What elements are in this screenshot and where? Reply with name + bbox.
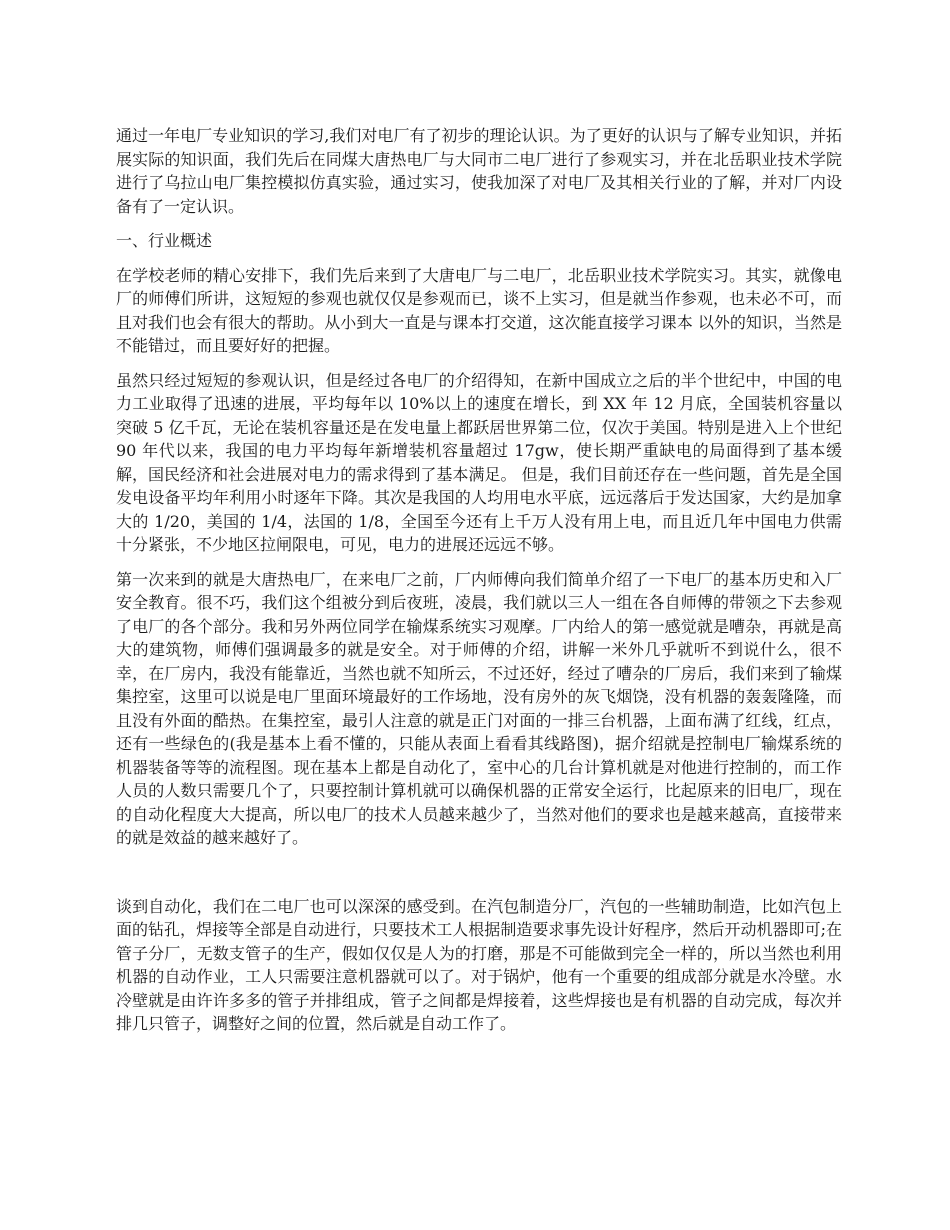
paragraph-1: 在学校老师的精心安排下，我们先后来到了大唐电厂与二电厂，北岳职业技术学院实习。其实，就像电厂的师傅们所讲，这短短的参观也就仅仅是参观而已，谈不上实习，但是就当作参观，也未必不可，而且对我们也会有很大的帮助。从小到大一直是与课本打交道，这次能直接学习课本 以外的知识，当然是不能错过，而且要好好的把握。 [116,265,842,355]
paragraph-3: 第一次来到的就是大唐热电厂，在来电厂之前，厂内师傅向我们简单介绍了一下电厂的基本历史和入厂安全教育。很不巧，我们这个组被分到后夜班，凌晨，我们就以三人一组在各自师傅的带领之下去参观了电厂的各个部分。我和另外两位同学在输煤系统实习观摩。厂内给人的第一感觉就是嘈杂，再就是高大的建筑物，师傅们强调最多的就是安全。对于师傅的介绍，讲解一米外几乎就听不到说什么，很不幸，在厂房内，我没有能靠近，当然也就不知所云，不过还好，经过了嘈杂的厂房后，我们来到了输煤集控室，这里可以说是电厂里面环境最好的工作场地，没有房外的灰飞烟饶，没有机器的轰轰隆隆，而且没有外面的酷热。在集控室，最引人注意的就是正门对面的一排三台机器，上面布满了红线，红点，还有一些绿色的(我是基本上看不懂的，只能从表面上看看其线路图)，据介绍就是控制电厂输煤系统的机器装备等等的流程图。现在基本上都是自动化了，室中心的几台计算机就是对他进行控制的，而工作人员的人数只需要几个了，只要控制计算机就可以确保机器的正常安全运行，比起原来的旧电厂，现在的自动化程度大大提高，所以电厂的技术人员越来越少了，当然对他们的要求也是越来越高，直接带来的就是效益的越来越好了。 [116,569,842,847]
paragraph-gap [116,861,842,895]
paragraph-4: 谈到自动化，我们在二电厂也可以深深的感受到。在汽包制造分厂，汽包的一些辅助制造，比如汽包上面的钻孔，焊接等全部是自动进行，只要技术工人根据制造要求事先设计好程序，然后开动机器即可;在管子分厂，无数支管子的生产，假如仅仅是人为的打磨，那是不可能做到完全一样的，所以当然也利用机器的自动作业，工人只需要注意机器就可以了。对于锅炉，他有一个重要的组成部分就是水冷壁。水冷壁就是由许许多多的管子并排组成，管子之间都是焊接着，这些焊接也是有机器的自动完成，每次并排几只管子，调整好之间的位置，然后就是自动工作了。 [116,896,842,1033]
paragraph-2: 虽然只经过短短的参观认识，但是经过各电厂的介绍得知，在新中国成立之后的半个世纪中，中国的电力工业取得了迅速的进展，平均每年以 10%以上的速度在增长，到 XX 年 12 月底，全国装机容量以突破 5 亿千瓦，无论在装机容量还是在发电量上都跃居世界第二位，仅次于美国。特别是进入上个世纪 90 年代以来，我国的电力平均每年新增装机容量超过 17gw，使长期严重缺电的局面得到了基本缓解，国民经济和社会进展对电力的需求得到了基本满足。 但是，我们目前还存在一些问题，首先是全国发电设备平均年利用小时逐年下降。其次是我国的人均用电水平底，远远落后于发达国家，大约是加拿大的 1/20，美国的 1/4，法国的 1/8，全国至今还有上千万人没有用上电，而且近几年中国电力供需十分紧张，不少地区拉闸限电，可见，电力的进展还远远不够。 [116,370,842,554]
intro-paragraph: 通过一年电厂专业知识的学习,我们对电厂有了初步的理论认识。为了更好的认识与了解专业知识，并拓展实际的知识面，我们先后在同煤大唐热电厂与大同市二电厂进行了参观实习，并在北岳职业技术学院进行了乌拉山电厂集控模拟仿真实验，通过实习，使我加深了对电厂及其相关行业的了解，并对厂内设备有了一定认识。 [116,126,842,216]
document-body [116,124,842,1047]
section-heading: 一、行业概述 [116,231,213,250]
